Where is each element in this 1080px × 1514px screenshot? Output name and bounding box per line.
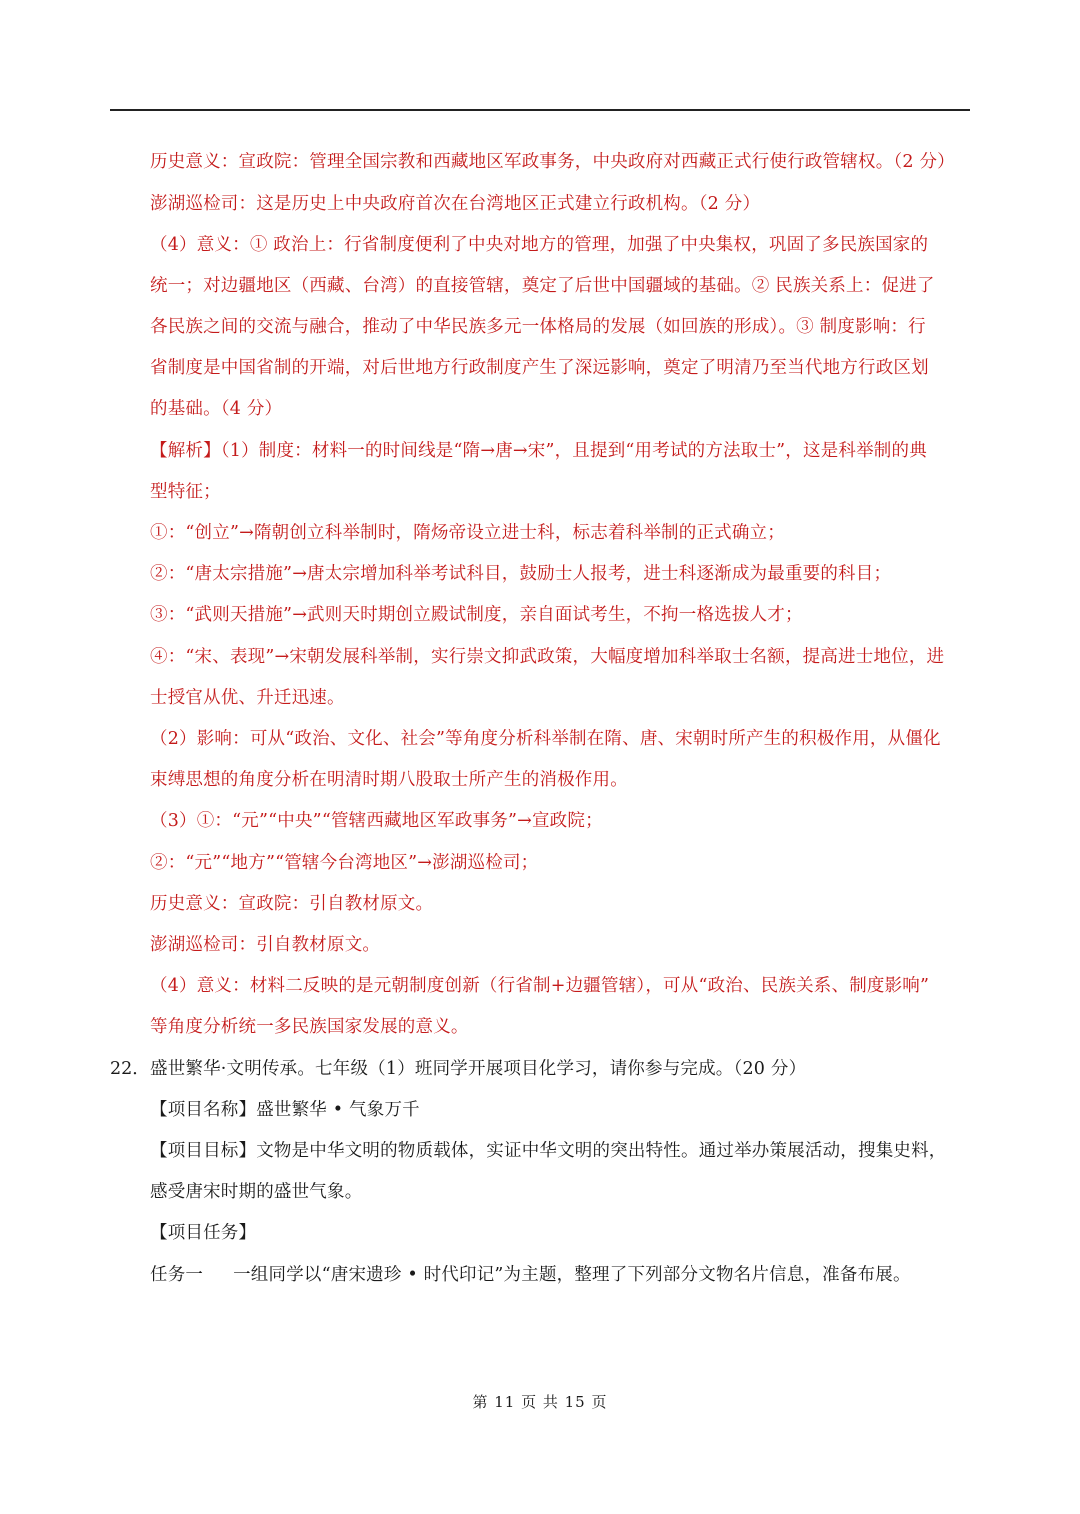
analysis-line: 束缚思想的角度分析在明清时期八股取士所产生的消极作用。	[150, 770, 628, 790]
analysis-line: 澎湖巡检司：引自教材原文。	[150, 935, 381, 955]
answer-line: 各民族之间的交流与融合，推动了中华民族多元一体格局的发展（如回族的形成）。③ 制度影响：行	[150, 317, 926, 337]
question-stem: 盛世繁华·文明传承。七年级（1）班同学开展项目化学习，请你参与完成。（20 分）	[150, 1059, 807, 1079]
analysis-line: （2）影响：可从“政治、文化、社会”等角度分析科举制在隋、唐、宋朝时所产生的积极作用，从僵化	[150, 729, 941, 749]
analysis-line: 历史意义：宣政院：引自教材原文。	[150, 894, 434, 914]
project-goal-continued: 感受唐宋时期的盛世气象。	[150, 1182, 363, 1202]
page-footer: 第 11 页 共 15 页	[472, 1393, 608, 1411]
task-one-text: 一组同学以“唐宋遗珍 • 时代印记”为主题，整理了下列部分文物名片信息，准备布展。	[233, 1265, 911, 1285]
answer-line: 的基础。（4 分）	[150, 399, 283, 419]
project-name: 【项目名称】盛世繁华 • 气象万千	[150, 1100, 420, 1120]
project-tasks-heading: 【项目任务】	[150, 1223, 257, 1243]
task-one	[150, 1263, 975, 1287]
answer-line: 历史意义：宣政院：管理全国宗教和西藏地区军政事务，中央政府对西藏正式行使行政管辖权。（2 分）	[150, 152, 955, 172]
question-number: 22．	[110, 1059, 150, 1079]
task-one-label: 任务一	[150, 1265, 204, 1285]
answer-line: 统一；对边疆地区（西藏、台湾）的直接管辖，奠定了后世中国疆域的基础。② 民族关系上：促进了	[150, 276, 935, 296]
answer-line: 澎湖巡检司：这是历史上中央政府首次在台湾地区正式建立行政机构。（2 分）	[150, 194, 761, 214]
analysis-line: （3）①：“元”“中央”“管辖西藏地区军政事务”→宣政院；	[150, 811, 603, 831]
analysis-line: 【解析】（1）制度：材料一的时间线是“隋→唐→宋”，且提到“用考试的方法取士”，这是科举制的典	[150, 441, 927, 461]
analysis-line: ②：“唐太宗措施”→唐太宗增加科举考试科目，鼓励士人报考，进士科逐渐成为最重要的科目；	[150, 564, 892, 584]
analysis-line: ③：“武则天措施”→武则天时期创立殿试制度，亲自面试考生，不拘一格选拔人才；	[150, 605, 803, 625]
analysis-line: ②：“元”“地方”“管辖今台湾地区”→澎湖巡检司；	[150, 853, 539, 873]
analysis-line: ④：“宋、表现”→宋朝发展科举制，实行崇文抑武政策，大幅度增加科举取士名额，提高进士地位，进	[150, 647, 945, 667]
analysis-line: 等角度分析统一多民族国家发展的意义。	[150, 1017, 469, 1037]
answer-line: 省制度是中国省制的开端，对后世地方行政制度产生了深远影响，奠定了明清乃至当代地方行政区划	[150, 358, 929, 378]
answer-line: （4）意义：① 政治上：行省制度便利了中央对地方的管理，加强了中央集权，巩固了多民族国家的	[150, 235, 929, 255]
analysis-line: 型特征；	[150, 482, 221, 502]
analysis-line: 士授官从优、升迁迅速。	[150, 688, 345, 708]
analysis-line: （4）意义：材料二反映的是元朝制度创新（行省制+边疆管辖），可从“政治、民族关系、制度影响”	[150, 976, 930, 996]
project-goal: 【项目目标】文物是中华文明的物质载体，实证中华文明的突出特性。通过举办策展活动，搜集史料，	[150, 1141, 947, 1161]
analysis-line: ①：“创立”→隋朝创立科举制时，隋炀帝设立进士科，标志着科举制的正式确立；	[150, 523, 785, 543]
header-rule	[110, 109, 970, 111]
